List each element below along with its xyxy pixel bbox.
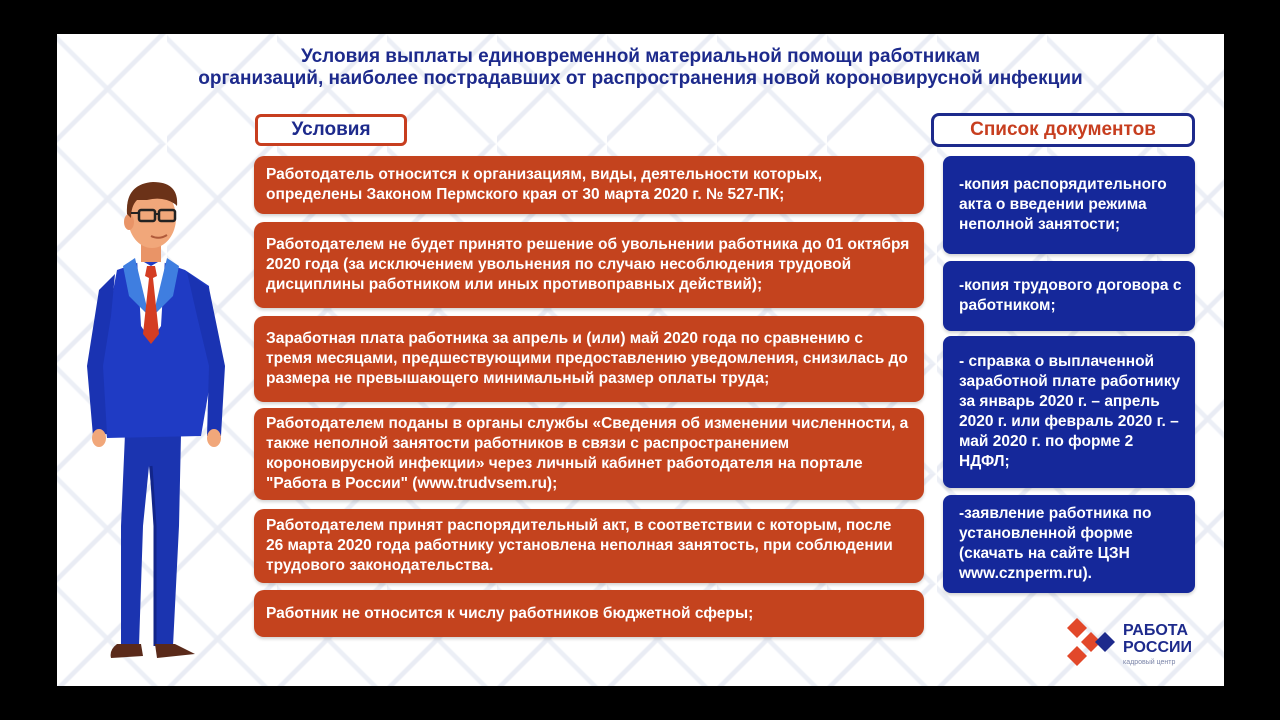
rabota-rossii-logo-icon — [1065, 616, 1117, 668]
condition-item — [254, 222, 924, 308]
document-item — [943, 156, 1195, 254]
document-item — [943, 261, 1195, 331]
condition-text: Работодателем принят распорядительный акт, в соответствии с которым, после 26 марта 2020 года работнику установлена неполная занятость, при соблюдении трудового законодательства. — [266, 517, 893, 574]
page-title — [57, 46, 1224, 90]
condition-text: Заработная плата работника за апрель и (или) май 2020 года по сравнению с тремя месяцами, предшествующими предоставлению уведомления, снизилась до размера не превышающего минимальный размер оплаты труда; — [266, 330, 908, 387]
condition-text: Работодателем поданы в органы службы «Сведения об изменении численности, а также неполной занятости работников в связи с распространением короновирусной инфекции» через личный кабинет работодателя на портале "Работа в России" (www.trudvsem.ru); — [266, 415, 909, 492]
document-text: -копия трудового договора с работником; — [959, 277, 1182, 314]
document-text: -заявление работника по установленной форме (скачать на сайте ЦЗН www.cznperm.ru). — [959, 505, 1152, 582]
logo-subtitle: кадровый центр — [1123, 659, 1176, 666]
logo-line-2: РОССИИ — [1123, 639, 1193, 656]
rabota-rossii-logo — [1065, 614, 1215, 670]
documents-heading: Список документов — [931, 113, 1195, 147]
condition-item — [254, 156, 924, 214]
logo-wordmark — [1123, 622, 1192, 656]
condition-item — [254, 590, 924, 637]
condition-text: Работодатель относится к организациям, виды, деятельности которых, определены Законом Пермского края от 30 марта 2020 г. № 527-ПК; — [266, 166, 823, 203]
condition-item — [254, 408, 924, 500]
title-line-1: Условия выплаты единовременной материальной помощи работникам — [300, 46, 981, 67]
condition-text: Работодателем не будет принято решение об увольнении работника до 01 октября 2020 года (за исключением увольнения по случаю несоблюдения трудовой дисциплины работником или иных противоправных действий); — [266, 236, 910, 293]
document-text: - справка о выплаченной заработной плате работнику за январь 2020 г. – апрель 2020 г. или февраль 2020 г. – май 2020 г. по форме 2 НДФЛ; — [959, 353, 1181, 470]
condition-item — [254, 316, 924, 402]
document-text: -копия распорядительного акта о введении режима неполной занятости; — [959, 176, 1167, 233]
logo-line-1: РАБОТА — [1123, 622, 1189, 639]
document-item — [943, 336, 1195, 488]
title-line-2: организаций, наиболее пострадавших от распространения новой короновирусной инфекции — [198, 68, 1083, 89]
document-item — [943, 495, 1195, 593]
condition-item — [254, 509, 924, 583]
businessman-illustration — [77, 166, 247, 676]
slide — [57, 34, 1224, 686]
condition-text: Работник не относится к числу работников бюджетной сферы; — [266, 604, 754, 622]
conditions-heading: Условия — [255, 114, 407, 146]
